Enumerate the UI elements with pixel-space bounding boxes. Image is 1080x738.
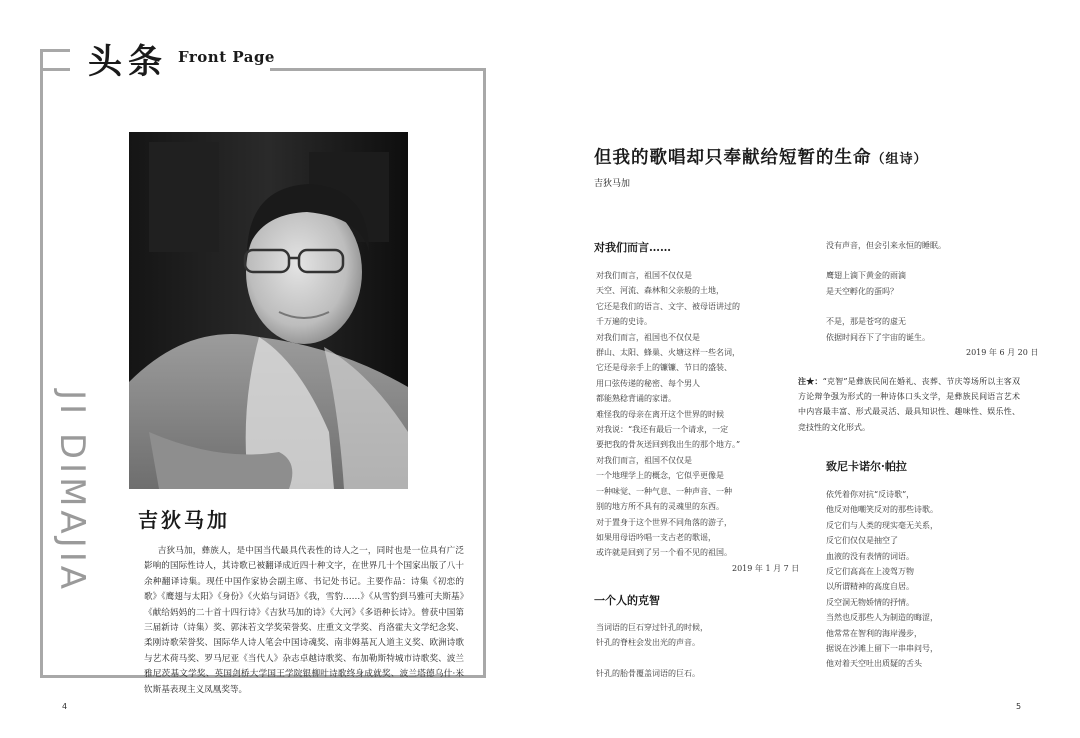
poem-line: 天空、河流、森林和父亲般的土地， (596, 286, 724, 296)
poem-line: 都能熟稔背诵的家谱。 (596, 394, 676, 404)
poet-name: 吉狄马加 (138, 508, 230, 532)
poem-line: 当然也反那些人为制造的晦涩， (826, 613, 938, 623)
poem-line: 没有声音，但会引来永恒的睡眠。 (826, 241, 946, 250)
poem-line: 难怪我的母亲在离开这个世界的时候 (596, 409, 724, 419)
footnote-text: “克智”是彝族民间在婚礼、丧葬、节庆等场所以主客双方论辩争强为形式的一种诗体口头文学，是彝族民间语言艺术中内容最丰富、形式最灵活、最具知识性、趣味性、娱乐性、竞技性的文化形式。 (798, 377, 1021, 432)
poem-line: 一个地理学上的概念，它似乎更像是 (596, 471, 724, 481)
poem-line: 用口弦传递的秘密、每个男人 (596, 378, 700, 388)
title-text: 但我的歌唱却只奉献给短暂的生命 (594, 148, 872, 168)
poem2-body (596, 620, 708, 681)
poem-line: 依凭着你对抗“反诗歌”， (826, 490, 915, 499)
poem1-body (596, 268, 740, 561)
page-number-left: 4 (62, 702, 68, 711)
poem-line: 据说在沙滩上留下一串串问号， (826, 644, 938, 654)
poem-line: 反它们高高在上凌驾万物 (826, 567, 914, 577)
poem-line: 对我们而言，祖国不仅仅是 (596, 271, 692, 280)
poet-portrait-photo (129, 132, 408, 489)
poem-line: 群山、太阳、蜂巢、火塘这样一些名词， (596, 348, 740, 358)
poem-line: 或许就是回到了另一个看不见的祖国。 (596, 548, 732, 558)
title-suffix: （组诗） (871, 152, 928, 167)
poem-line: 针孔的脊柱会发出光的声音。 (596, 638, 700, 648)
frame-corner-stub-vertical (40, 49, 43, 73)
poem2-date: 2019 年 6 月 20 日 (966, 348, 1039, 357)
poem-line: 别的地方所不具有的灵魂里的东西。 (596, 502, 724, 512)
poem-line: 对我说：“我还有最后一个请求，一定 (596, 425, 729, 435)
poem-line: 反它们仅仅是抽空了 (826, 536, 898, 546)
poem-line: 如果用母语吟唱一支古老的歌谣， (596, 532, 716, 542)
poem3-body (826, 487, 938, 672)
poem-line: 千万遍的史诗。 (596, 317, 652, 327)
footnote (798, 374, 1020, 435)
poem-line: 它还是我们的语言、文字、被母语讲过的 (596, 301, 740, 311)
poem-line: 对于置身于这个世界不同角落的游子， (596, 517, 732, 527)
poem-line: 是天空孵化的蛋吗？ (826, 286, 898, 296)
poem-line: 一种味觉、一种气息、一种声音、一种 (596, 486, 732, 496)
poem3-heading: 致尼卡诺尔·帕拉 (826, 460, 907, 473)
poem-line: 血液的没有表情的词语。 (826, 551, 914, 561)
frame-corner-stub (40, 49, 70, 52)
poem-line: 他常常在智利的海岸漫步， (826, 628, 922, 638)
poem-line: 鹰翅上滴下黄金的雨滴 (826, 271, 906, 281)
author-byline: 吉狄马加 (594, 179, 631, 189)
poem1-date: 2019 年 1 月 7 日 (732, 564, 800, 573)
poem2-continued (826, 238, 946, 345)
poem-line: 他反对他嘲笑反对的那些诗歌。 (826, 505, 938, 515)
vertical-name-text: JI DIMAJIA (52, 390, 92, 593)
poem-line: 对我们而言，祖国不仅仅是 (596, 455, 692, 465)
poem-line: 以所谓精神的高度自居。 (826, 582, 914, 592)
poem-line: 不是，那是苍穹的虚无 (826, 317, 906, 327)
footnote-label: 注★： (798, 376, 823, 386)
poem-line: 对我们而言，祖国也不仅仅是 (596, 332, 700, 342)
poem-line: 他对着天空吐出质疑的舌头 (826, 659, 922, 669)
poem-collection-title (594, 144, 928, 169)
poem-line (826, 253, 946, 268)
section-title-english: Front Page (178, 48, 275, 66)
poem-line: 针孔的胎骨覆盖词语的巨石。 (596, 668, 700, 678)
poem2-heading: 一个人的克智 (594, 594, 660, 607)
poem-line (826, 299, 946, 314)
poem-line: 反空洞无物娇情的抒情。 (826, 597, 914, 607)
section-title: 头条 (88, 42, 168, 82)
poem-line: 它还是母亲手上的镰镰、节日的盛装、 (596, 363, 732, 373)
vertical-english-name (52, 390, 96, 610)
poem-line: 反它们与人类的现实毫无关系， (826, 520, 938, 530)
poem-line: 依据时间吞下了宇宙的诞生。 (826, 332, 930, 342)
poem-line (596, 651, 708, 666)
poem1-heading: 对我们而言…… (594, 241, 671, 254)
poet-biography: 吉狄马加，彝族人，是中国当代最具代表性的诗人之一，同时也是一位具有广泛影响的国际性诗人，其诗歌已被翻译成近四十种文字，在世界几十个国家出版了八十余种翻译诗集。现任中国作家协会副主席、书记处书记。主要作品：诗集《初恋的歌》《鹰翅与太阳》《身份》《火焰与词语》《我，雪豹……》《从雪豹到马雅可夫斯基》《献给妈妈的二十首十四行诗》《吉狄马加的诗》《大河》《多语种长诗》。曾获中国第三届新诗（诗集）奖、郭沫若文学奖荣誉奖、庄重文文学奖、肖洛霍夫文学纪念奖、柔刚诗歌荣誉奖、国际华人诗人笔会中国诗魂奖、南非姆基瓦人道主义奖、欧洲诗歌与艺术荷马奖、罗马尼亚《当代人》杂志卓越诗歌奖、布加勒斯特城市诗歌奖、波兰雅尼茨基文学奖、英国剑桥大学国王学院银柳叶诗歌终身成就奖、波兰塔德乌什·米钦斯基表现主义凤凰奖等。 (144, 546, 464, 695)
page-number-right: 5 (1016, 702, 1022, 711)
poem-line: 当词语的巨石穿过针孔的时候， (596, 623, 708, 632)
poem-line: 要把我的骨灰送回到我出生的那个地方。” (596, 440, 741, 450)
